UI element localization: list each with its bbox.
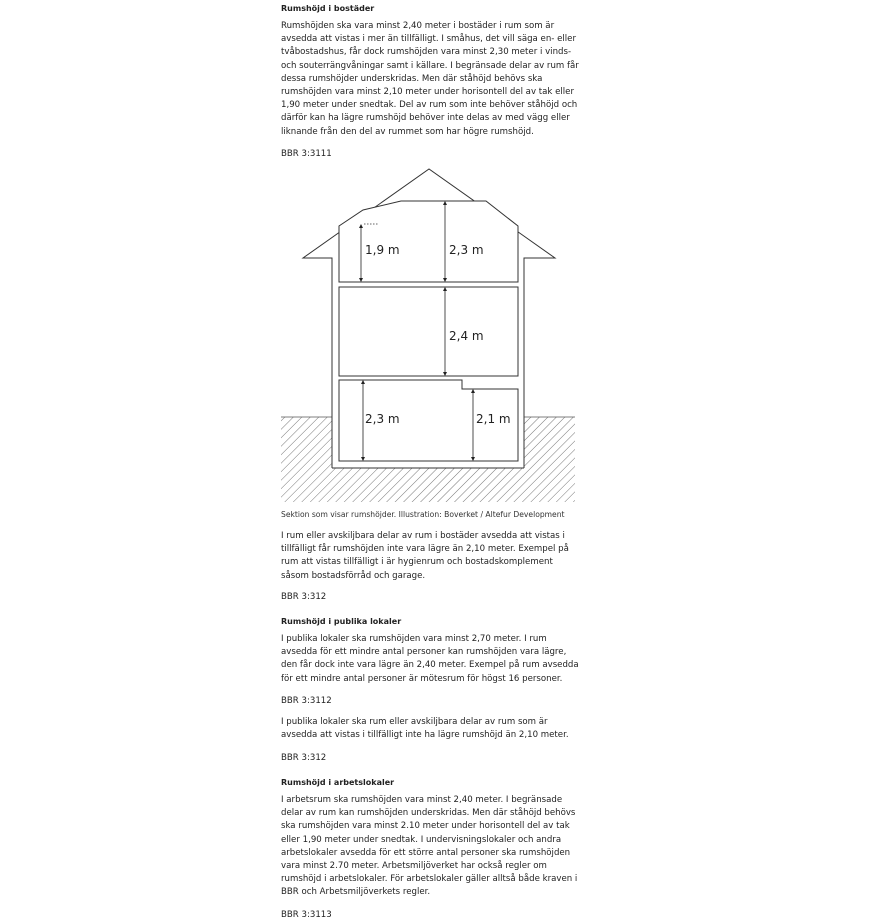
public-reference-1: BBR 3:3112	[281, 696, 332, 706]
label-attic-flat: 2,3 m	[449, 243, 484, 257]
section-heading-public: Rumshöjd i publika lokaler	[281, 617, 402, 626]
label-attic-slope: 1,9 m	[365, 243, 400, 257]
public-paragraph-1: I publika lokaler ska rumshöjden vara minst 2,70 meter. I rum avsedda för ett mindre antal personer kan rumshöjden vara lägre, den får dock inte vara lägre än 2,40 meter. Exempel på rum avsedda för ett mindre antal personer är mötesrum för högst 16 personer.	[281, 634, 579, 684]
attic-room	[339, 201, 518, 282]
section-figure	[281, 166, 581, 506]
temporary-rooms-reference: BBR 3:312	[281, 592, 327, 602]
label-basement-low: 2,1 m	[476, 412, 511, 426]
temporary-rooms-paragraph: I rum eller avskiljbara delar av rum i bostäder avsedda att vistas i tillfälligt får rumshöjden inte vara lägre än 2,10 meter. Exempel på rum att vistas tillfälligt i är hygienrum och bostadskomplement såsom bostadsförråd och garage.	[281, 531, 569, 581]
public-paragraph-2: I publika lokaler ska rum eller avskiljbara delar av rum som är avsedda att vistas i tillfälligt inte ha lägre rumshöjd än 2,10 meter.	[281, 717, 569, 741]
middle-room	[339, 287, 518, 376]
label-middle: 2,4 m	[449, 329, 484, 343]
label-basement-high: 2,3 m	[365, 412, 400, 426]
public-reference-2: BBR 3:312	[281, 753, 327, 763]
section-heading-housing: Rumshöjd i bostäder	[281, 4, 375, 13]
figure-caption: Sektion som visar rumshöjder. Illustration: Boverket / Altefur Development	[281, 510, 565, 519]
work-paragraph: I arbetsrum ska rumshöjden vara minst 2,40 meter. I begränsade delar av rum kan rumshöjden underskridas. Men där ståhöjd behövs ska rumshöjden vara minst 2.10 meter under horisontell del av tak eller 1,90 meter under snedtak. I undervisningslokaler och andra arbetslokaler avsedda för ett större antal personer ska rumshöjden vara minst 2.70 meter. Arbetsmiljöverket har också regler om rumshöjd i arbetslokaler. För arbetslokaler gäller alltså både kraven i BBR och Arbetsmiljöverkets regler.	[281, 795, 578, 898]
section-heading-work: Rumshöjd i arbetslokaler	[281, 778, 395, 787]
housing-paragraph: Rumshöjden ska vara minst 2,40 meter i bostäder i rum som är avsedda att vistas i mer än tillfälligt. I småhus, det vill säga en- eller tvåbostadshus, får dock rumshöjden vara minst 2,30 meter i vinds- och souterrängvåningar samt i källare. I begränsade delar av rum får dessa rumshöjder underskridas. Men där ståhöjd behövs ska rumshöjden vara minst 2,10 meter under horisontell del av tak eller 1,90 meter under snedtak. Del av rum som inte behöver ståhöjd och därför kan ha lägre rumshöjd behöver inte delas av med vägg eller liknande från den del av rummet som har högre rumshöjd.	[281, 21, 579, 137]
housing-reference: BBR 3:3111	[281, 149, 332, 159]
house-section-diagram	[281, 166, 581, 506]
work-reference: BBR 3:3113	[281, 910, 332, 920]
